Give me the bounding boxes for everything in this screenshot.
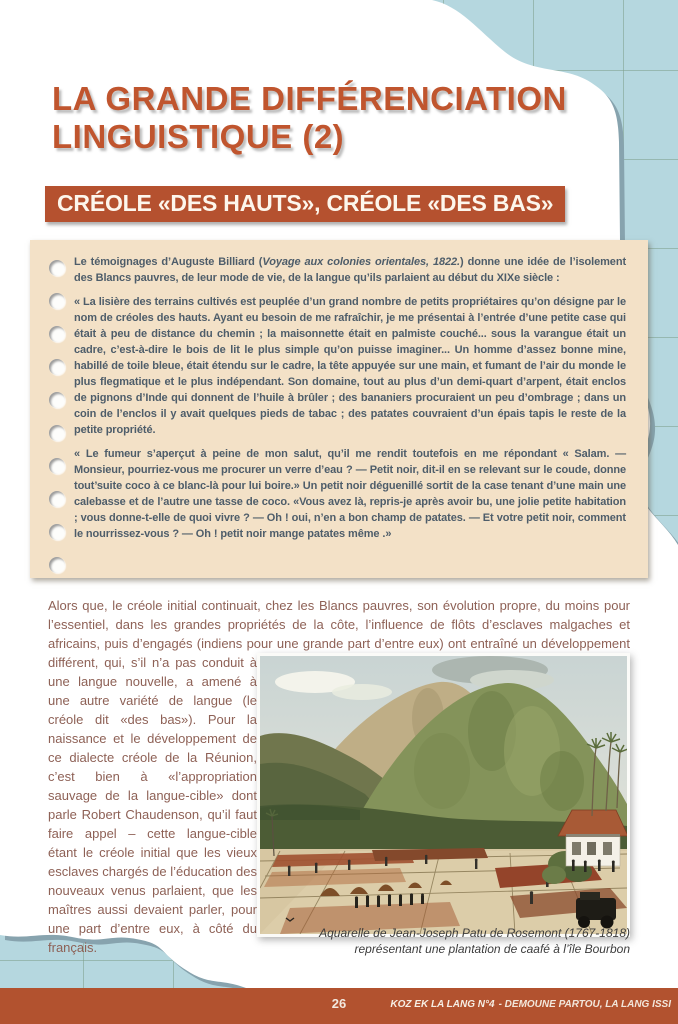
quote-intro (74, 254, 626, 286)
binder-hole (49, 491, 65, 507)
footer-bar (0, 988, 678, 1024)
page-number: 26 (331, 996, 347, 1011)
quote-intro-text-after: ) donne une idée de l’isolement des Blancs pauvres, de leur mode de vie, de la langue qu’ils parlaient au début du XIXe siècle : (74, 256, 627, 284)
page-title-line2: LINGUISTIQUE (2) (52, 117, 345, 155)
quote-intro-text: Le témoignages d’Auguste Billiard ( (74, 256, 263, 268)
binder-hole (49, 425, 65, 441)
footer-text (390, 999, 671, 1010)
binder-hole (49, 524, 65, 540)
binder-hole (49, 359, 65, 375)
binder-hole (49, 260, 65, 276)
plantation-figure (257, 653, 630, 937)
figure-caption (48, 925, 636, 957)
page-title (52, 80, 612, 155)
section-banner (45, 186, 565, 222)
binder-hole (49, 458, 65, 474)
binder-hole (49, 293, 65, 309)
section-banner-label: CRÉOLE «DES HAUTS», CRÉOLE «DES BAS» (57, 190, 554, 216)
footer-tagline: - DEMOUNE PARTOU, LA LANG ISSI (498, 999, 671, 1010)
plantation-watercolor (260, 656, 627, 934)
figure-caption-line1: Aquarelle de Jean-Joseph Patu de Rosemont (1767-1818) (319, 926, 630, 940)
figure-caption-line2: représentant une plantation de caafé à l’île Bourbon (354, 942, 630, 956)
quote-intro-book-title: Voyage aux colonies orientales, 1822. (262, 256, 460, 268)
quote-paragraph-1: « La lisière des terrains cultivés est peuplée d’un grand nombre de petits propriétaires qu’on désigne par le nom de créoles des hauts. Ayant eu besoin de me rafraîchir, je me présentai à l’entrée d’une petite case qui était à peu de distance du chemin ; la maisonnette était en palmiste couché... sous la varangue était un cadre, c’est-à-dire le bois de lit le plus simple qu’on puisse imaginer... Un homme d’assez bonne mine, habillé de toile bleue, était étendu sur le cadre, la tête appuyée sur une main, et fumant de l’air du monde le plus flegmatique et le plus indépendant. Son domaine, tout au plus d’un demi-quart d’arpent, était enclos de pignons d’Inde qui donnent de l’huile à brûler ; des bananiers procuraient un peu d’ombrage ; dans un coin de l’enclos il y avait quelques pieds de tabac ; des patates couvraient d’un épais tapis le reste de la petite propriété. (74, 296, 626, 436)
page-title-line1: LA GRANDE DIFFÉRENCIATION (52, 80, 567, 117)
body-text-part2: qui, s’il n’a pas conduit à une langue nouvelle, a amené à une autre variété de langue (le créole dit «des bas»). Pour la naissance et le développement de ce dialecte créole de la Réunion, c’est bien à «l’appropriation sauvage de la langue-cible» dont parle Robert Chaudenson, qu’il faut faire appel – cette langue-cible étant le créole initial que les vieux esclaves chargés de l’éducation des nouveaux venus parlaient, que les maîtres aussi devaient parler, pour une part d’entre eux, à côté du français. (48, 655, 257, 955)
quote-box (30, 240, 648, 578)
binder-hole (49, 326, 65, 342)
body-paragraph (48, 596, 630, 957)
footer-issue: KOZ EK LA LANG N°4 (390, 999, 495, 1010)
quote-paragraph-2: « Le fumeur s’aperçut à peine de mon salut, qu’il me rendit toutefois en me répondant « Salam. — Monsieur, pourriez-vous me procurer un verre d’eau ? — Petit noir, dit-il en se relevant sur le coude, donne tout’suite coco à ce blanc-là pour lui boire.» Un petit noir déguenillé sortit de la case tenant d’une main une calebasse et de l’autre une tasse de coco. «Vous avez là, repris-je après avoir bu, une jolie petite habitation ; vous donne-t-elle de quoi vivre ? — Oh ! oui, n’en a bon champ de patates. — Et votre petit noir, comment le nourrissez-vous ? — Oh ! petit noir mange patates même .» (74, 448, 626, 540)
binder-hole (49, 392, 65, 408)
body-text-part1: Alors que, le créole initial continuait, chez les Blancs pauvres, son évolution propre, du moins pour l’essentiel, dans les grandes propriétés de la côte, l’influence de flôts d’esclaves malgaches et africains, puis d’engagés (indiens pour une grande part d’entre eux) ont entraîné un développement différent, (48, 598, 630, 670)
binder-hole (49, 557, 65, 573)
